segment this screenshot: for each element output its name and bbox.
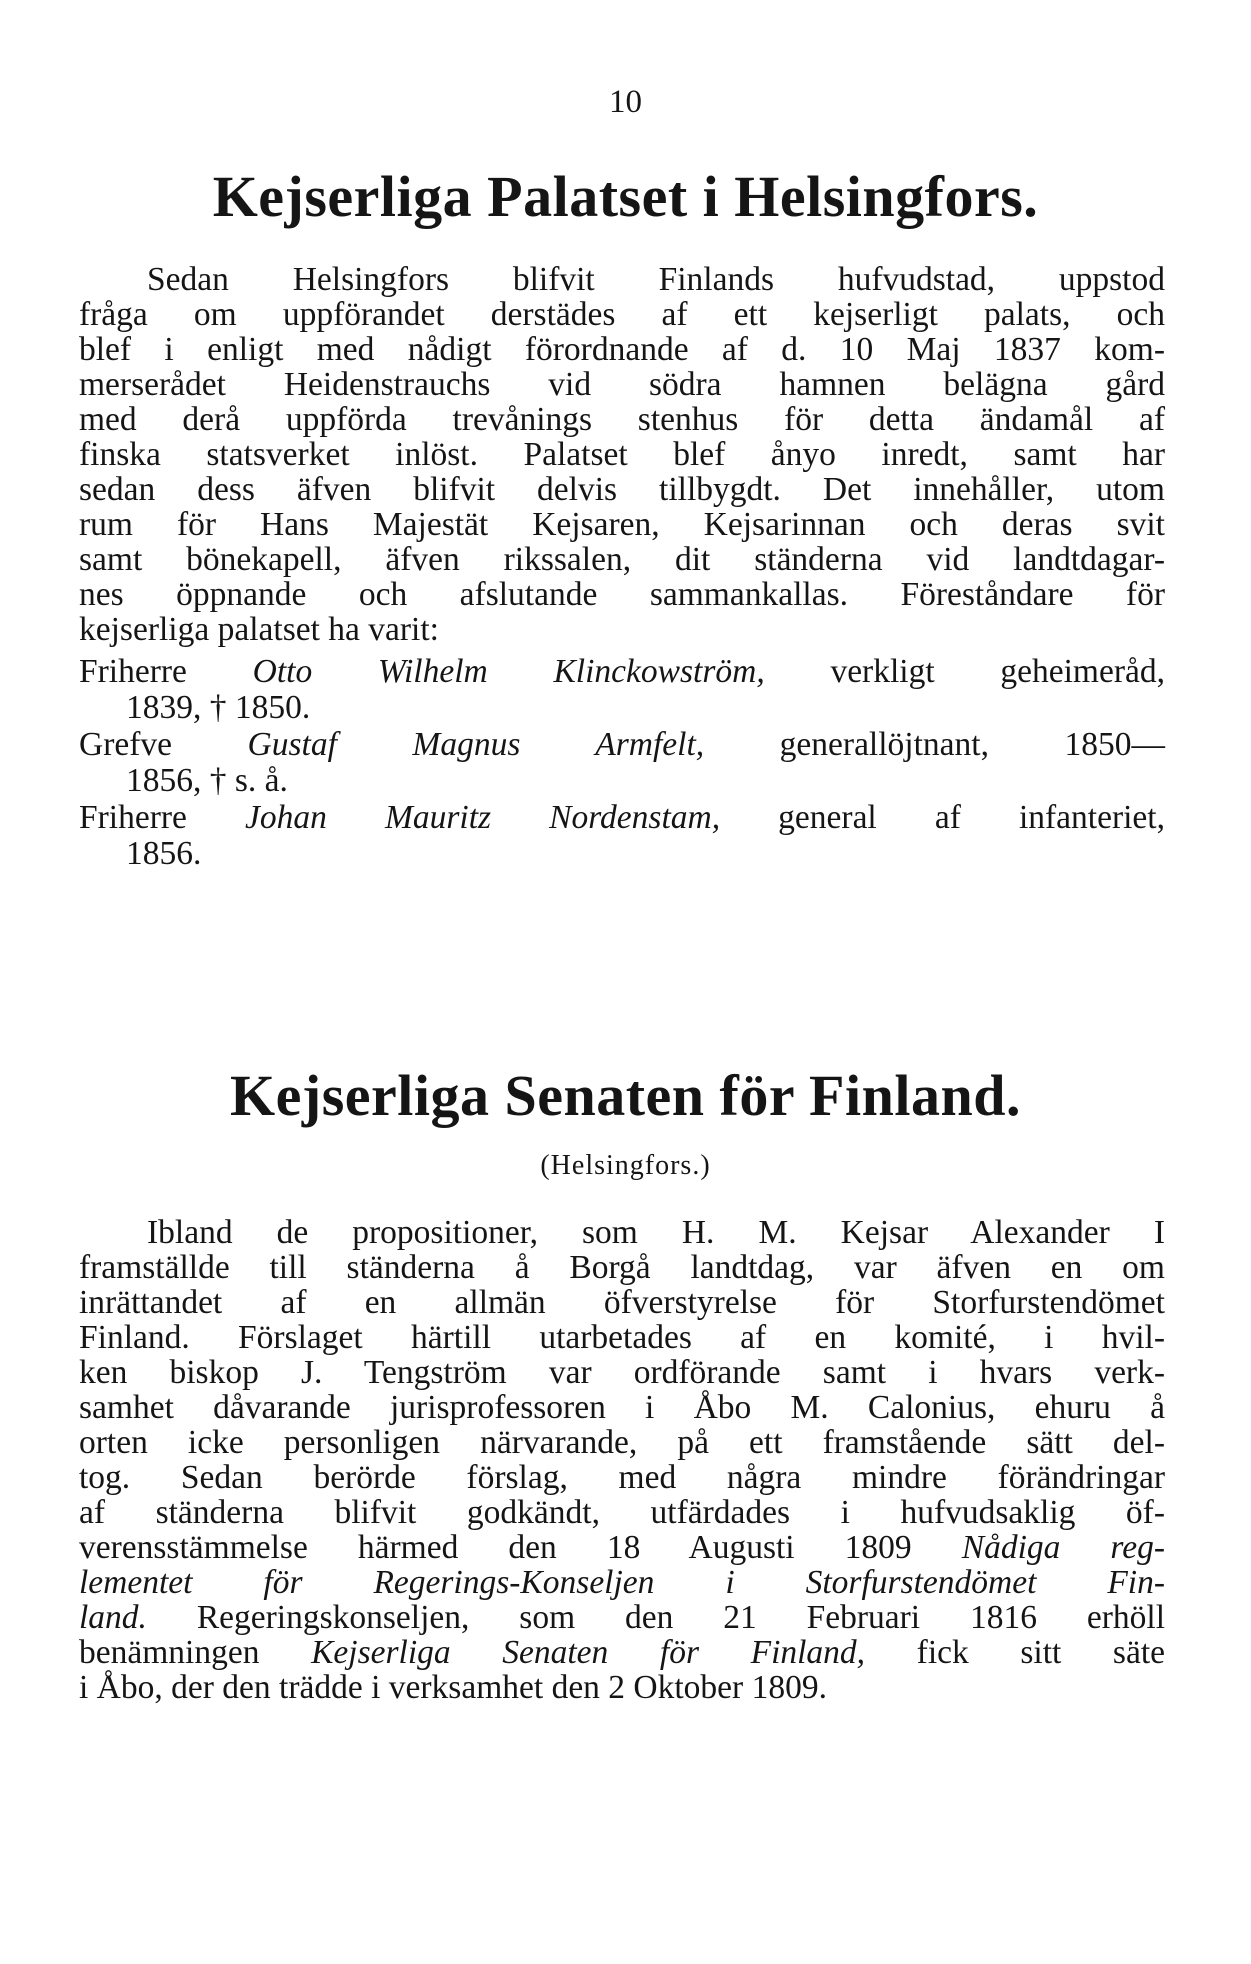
text-line: i Åbo, der den trädde i verksamhet den 2 Oktober 1809. <box>79 1669 827 1706</box>
director-title: Grefve <box>79 726 248 763</box>
text-line: samt bönekapell, äfven rikssalen, dit ständerna vid landtdagar- <box>79 541 1165 578</box>
text-line: lementet för Regerings-Konseljen i Storfurstendömet Fin- <box>79 1564 1165 1601</box>
text-line: kejserliga palatset ha varit: <box>79 611 439 648</box>
section-heading-senate: Kejserliga Senaten för Finland. <box>230 1063 1021 1128</box>
text-run: fick sitt säte <box>865 1634 1165 1671</box>
director-years: 1856, † s. å. <box>126 762 288 799</box>
director-years: 1856. <box>126 835 202 872</box>
text-line: samhet dåvarande jurisprofessoren i Åbo M. Calonius, ehuru å <box>79 1389 1165 1426</box>
text-line: finska statsverket inlöst. Palatset blef ånyo inredt, samt har <box>79 436 1165 473</box>
director-name: Gustaf Magnus Armfelt, <box>247 726 705 763</box>
director-rank: general af infanteriet, <box>720 799 1165 836</box>
text-line: blef i enligt med nådigt förordnande af d. 10 Maj 1837 kom- <box>79 331 1165 368</box>
text-line: rum för Hans Majestät Kejsaren, Kejsarinnan och deras svit <box>79 506 1165 543</box>
director-title: Friherre <box>79 653 253 690</box>
text-line: tog. Sedan berörde förslag, med några mindre förändringar <box>79 1459 1165 1496</box>
italic-title-run: Kejserliga Senaten för Finland, <box>311 1634 866 1671</box>
page-number: 10 <box>609 84 642 120</box>
text-line: med derå uppförda trevånings stenhus för detta ändamål af <box>79 401 1165 438</box>
italic-title-run: Nådiga reg- <box>961 1529 1165 1566</box>
text-line: orten icke personligen närvarande, på ett framstående sätt del- <box>79 1424 1165 1461</box>
text-run: verensstämmelse härmed den 18 Augusti 1809 <box>79 1529 962 1566</box>
text-line: Sedan Helsingfors blifvit Finlands hufvudstad, uppstod <box>147 261 1165 298</box>
text-line: sedan dess äfven blifvit delvis tillbygdt. Det innehåller, utom <box>79 471 1165 508</box>
text-line: af ständerna blifvit godkändt, utfärdades i hufvudsaklig öf- <box>79 1494 1165 1531</box>
text-line: fråga om uppförandet derstädes af ett kejserligt palats, och <box>79 296 1165 333</box>
text-line: nes öppnande och afslutande sammankallas. Föreståndare för <box>79 576 1165 613</box>
text-line: merserådet Heidenstrauchs vid södra hamnen belägna gård <box>79 366 1165 403</box>
director-rank: generallöjtnant, 1850— <box>704 726 1165 763</box>
director-name: Otto Wilhelm Klinckowström, <box>252 653 765 690</box>
text-line: framställde till ständerna å Borgå landtdag, var äfven en om <box>79 1249 1165 1286</box>
text-line: Ibland de propositioner, som H. M. Kejsar Alexander I <box>147 1214 1165 1251</box>
director-rank: verkligt geheimeråd, <box>764 653 1165 690</box>
italic-title-run: land. <box>79 1599 147 1636</box>
text-run: benämningen <box>79 1634 312 1671</box>
director-name: Johan Mauritz Nordenstam, <box>245 799 721 836</box>
director-years: 1839, † 1850. <box>126 689 311 726</box>
text-line: ken biskop J. Tengström var ordförande samt i hvars verk- <box>79 1354 1165 1391</box>
section-heading-palace: Kejserliga Palatset i Helsingfors. <box>212 164 1039 229</box>
text-line: Finland. Förslaget härtill utarbetades af en komité, i hvil- <box>79 1319 1165 1356</box>
director-title: Friherre <box>79 799 245 836</box>
section-subheading: (Helsingfors.) <box>540 1150 711 1181</box>
text-line: inrättandet af en allmän öfverstyrelse för Storfurstendömet <box>79 1284 1165 1321</box>
text-run: Regeringskonseljen, som den 21 Februari 1816 erhöll <box>146 1599 1165 1636</box>
